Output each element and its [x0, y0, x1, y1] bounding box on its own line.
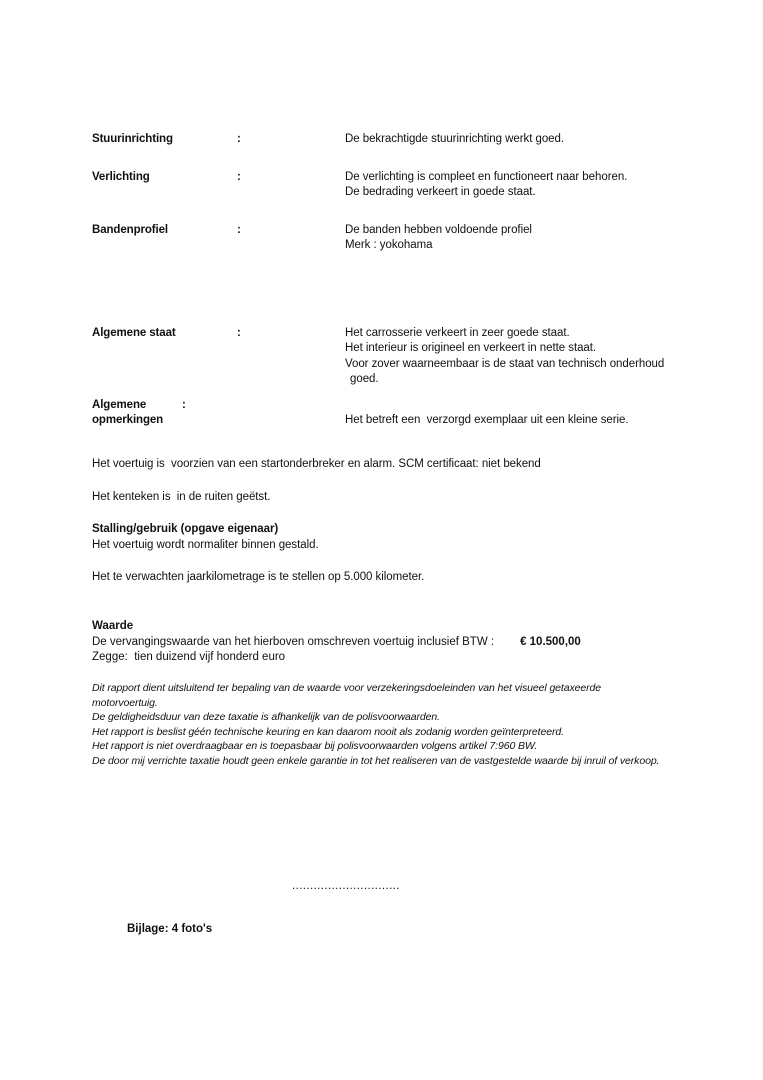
spec-value-lighting: [345, 170, 692, 201]
spec-value-steering: [345, 132, 692, 148]
disclaimer-line: Het rapport is niet overdraagbaar en is toepasbaar bij polisvoorwaarden volgens artikel 7:960 BW.: [92, 740, 538, 753]
spec-label-line: Verlichting: [92, 170, 150, 183]
spec-value-general-condition: [345, 326, 692, 388]
replacement-value-amount: € 10.500,00: [520, 635, 581, 648]
spec-label-general-condition: [92, 326, 237, 341]
spec-colon: :: [182, 398, 186, 411]
spec-row: [92, 170, 692, 201]
disclaimer-block: [92, 681, 692, 769]
paragraph-spacer: [92, 473, 692, 490]
spec-value-line: Voor zover waarneembaar is de staat van technisch onderhoud: [345, 357, 665, 370]
disclaimer-line: motorvoertuig.: [92, 696, 158, 709]
spec-row: [92, 132, 692, 148]
disclaimer-line: Het rapport is beslist géén technische keuring en kan daarom nooit als zodanig worden geïnterpreteerd.: [92, 725, 564, 738]
spec-label-lighting: [92, 170, 237, 185]
paragraph-spacer: [92, 553, 692, 570]
attachment-note: Bijlage: 4 foto's: [127, 923, 213, 935]
spec-row: [92, 223, 692, 254]
storage-statement: Het voertuig wordt normaliter binnen gestald.: [92, 538, 319, 551]
spec-value-line: Het betreft een verzorgd exemplaar uit een kleine serie.: [345, 413, 629, 426]
spec-label-tire-tread: [92, 223, 237, 238]
spec-colon: :: [237, 326, 241, 339]
replacement-value-row: [92, 635, 692, 651]
spec-label-line: Bandenprofiel: [92, 223, 169, 236]
disclaimer-line: De door mij verrichte taxatie houdt geen enkele garantie in tot het realiseren van de vastgestelde waarde bij inruil of verkoop.: [92, 754, 660, 767]
spec-label-general-remarks: [92, 398, 237, 428]
spec-value-line: De bedrading verkeert in goede staat.: [345, 186, 536, 198]
spec-label-line: Algemene staat: [92, 326, 176, 339]
storage-heading: Stalling/gebruik (opgave eigenaar): [92, 523, 279, 535]
spec-value-line: De verlichting is compleet en functioneert naar behoren.: [345, 170, 628, 183]
spec-value-line: goed.: [350, 373, 379, 385]
spec-label-line: Stuurinrichting: [92, 133, 173, 145]
spec-colon: :: [237, 170, 241, 183]
signature-dotted-line: ..............................: [292, 880, 400, 892]
spec-colon: :: [237, 133, 241, 145]
spec-value-general-remarks: [345, 398, 692, 429]
paragraph-spacer: [92, 505, 692, 522]
spec-row: [92, 398, 692, 429]
annual-mileage-statement: Het te verwachten jaarkilometrage is te stellen op 5.000 kilometer.: [92, 571, 425, 583]
section-spacer: [92, 276, 692, 326]
spec-row: [92, 326, 692, 388]
spec-value-tire-tread: [345, 223, 692, 254]
spec-value-line: De bekrachtigde stuurinrichting werkt goed.: [345, 133, 565, 145]
spec-label-line: Algemene: [92, 398, 147, 411]
value-in-words: Zegge: tien duizend vijf honderd euro: [92, 651, 286, 663]
spec-label-line: opmerkingen: [92, 413, 164, 426]
registration-etching-statement: Het kenteken is in de ruiten geëtst.: [92, 490, 271, 503]
security-statement: Het voertuig is voorzien van een startonderbreker en alarm. SCM certificaat: niet bekend: [92, 458, 541, 470]
disclaimer-line: De geldigheidsduur van deze taxatie is afhankelijk van de polisvoorwaarden.: [92, 711, 440, 724]
spec-value-line: Het carrosserie verkeert in zeer goede staat.: [345, 326, 570, 339]
disclaimer-line: Dit rapport dient uitsluitend ter bepaling van de waarde voor verzekeringsdoeleinden van het visueel getaxeerde: [92, 682, 601, 694]
spec-value-line: De banden hebben voldoende profiel: [345, 223, 532, 236]
valuation-heading: Waarde: [92, 620, 134, 632]
spec-colon: :: [237, 223, 241, 236]
spec-value-line: Merk : yokohama: [345, 239, 433, 251]
vehicle-inspection-spec-list: [92, 132, 692, 450]
valuation-block: [92, 619, 692, 666]
spec-label-steering: [92, 132, 237, 147]
replacement-value-label: De vervangingswaarde van het hierboven omschreven voertuig inclusief BTW :: [92, 635, 495, 648]
spec-value-line: Het interieur is origineel en verkeert in nette staat.: [345, 342, 597, 354]
body-paragraphs: [92, 457, 692, 586]
